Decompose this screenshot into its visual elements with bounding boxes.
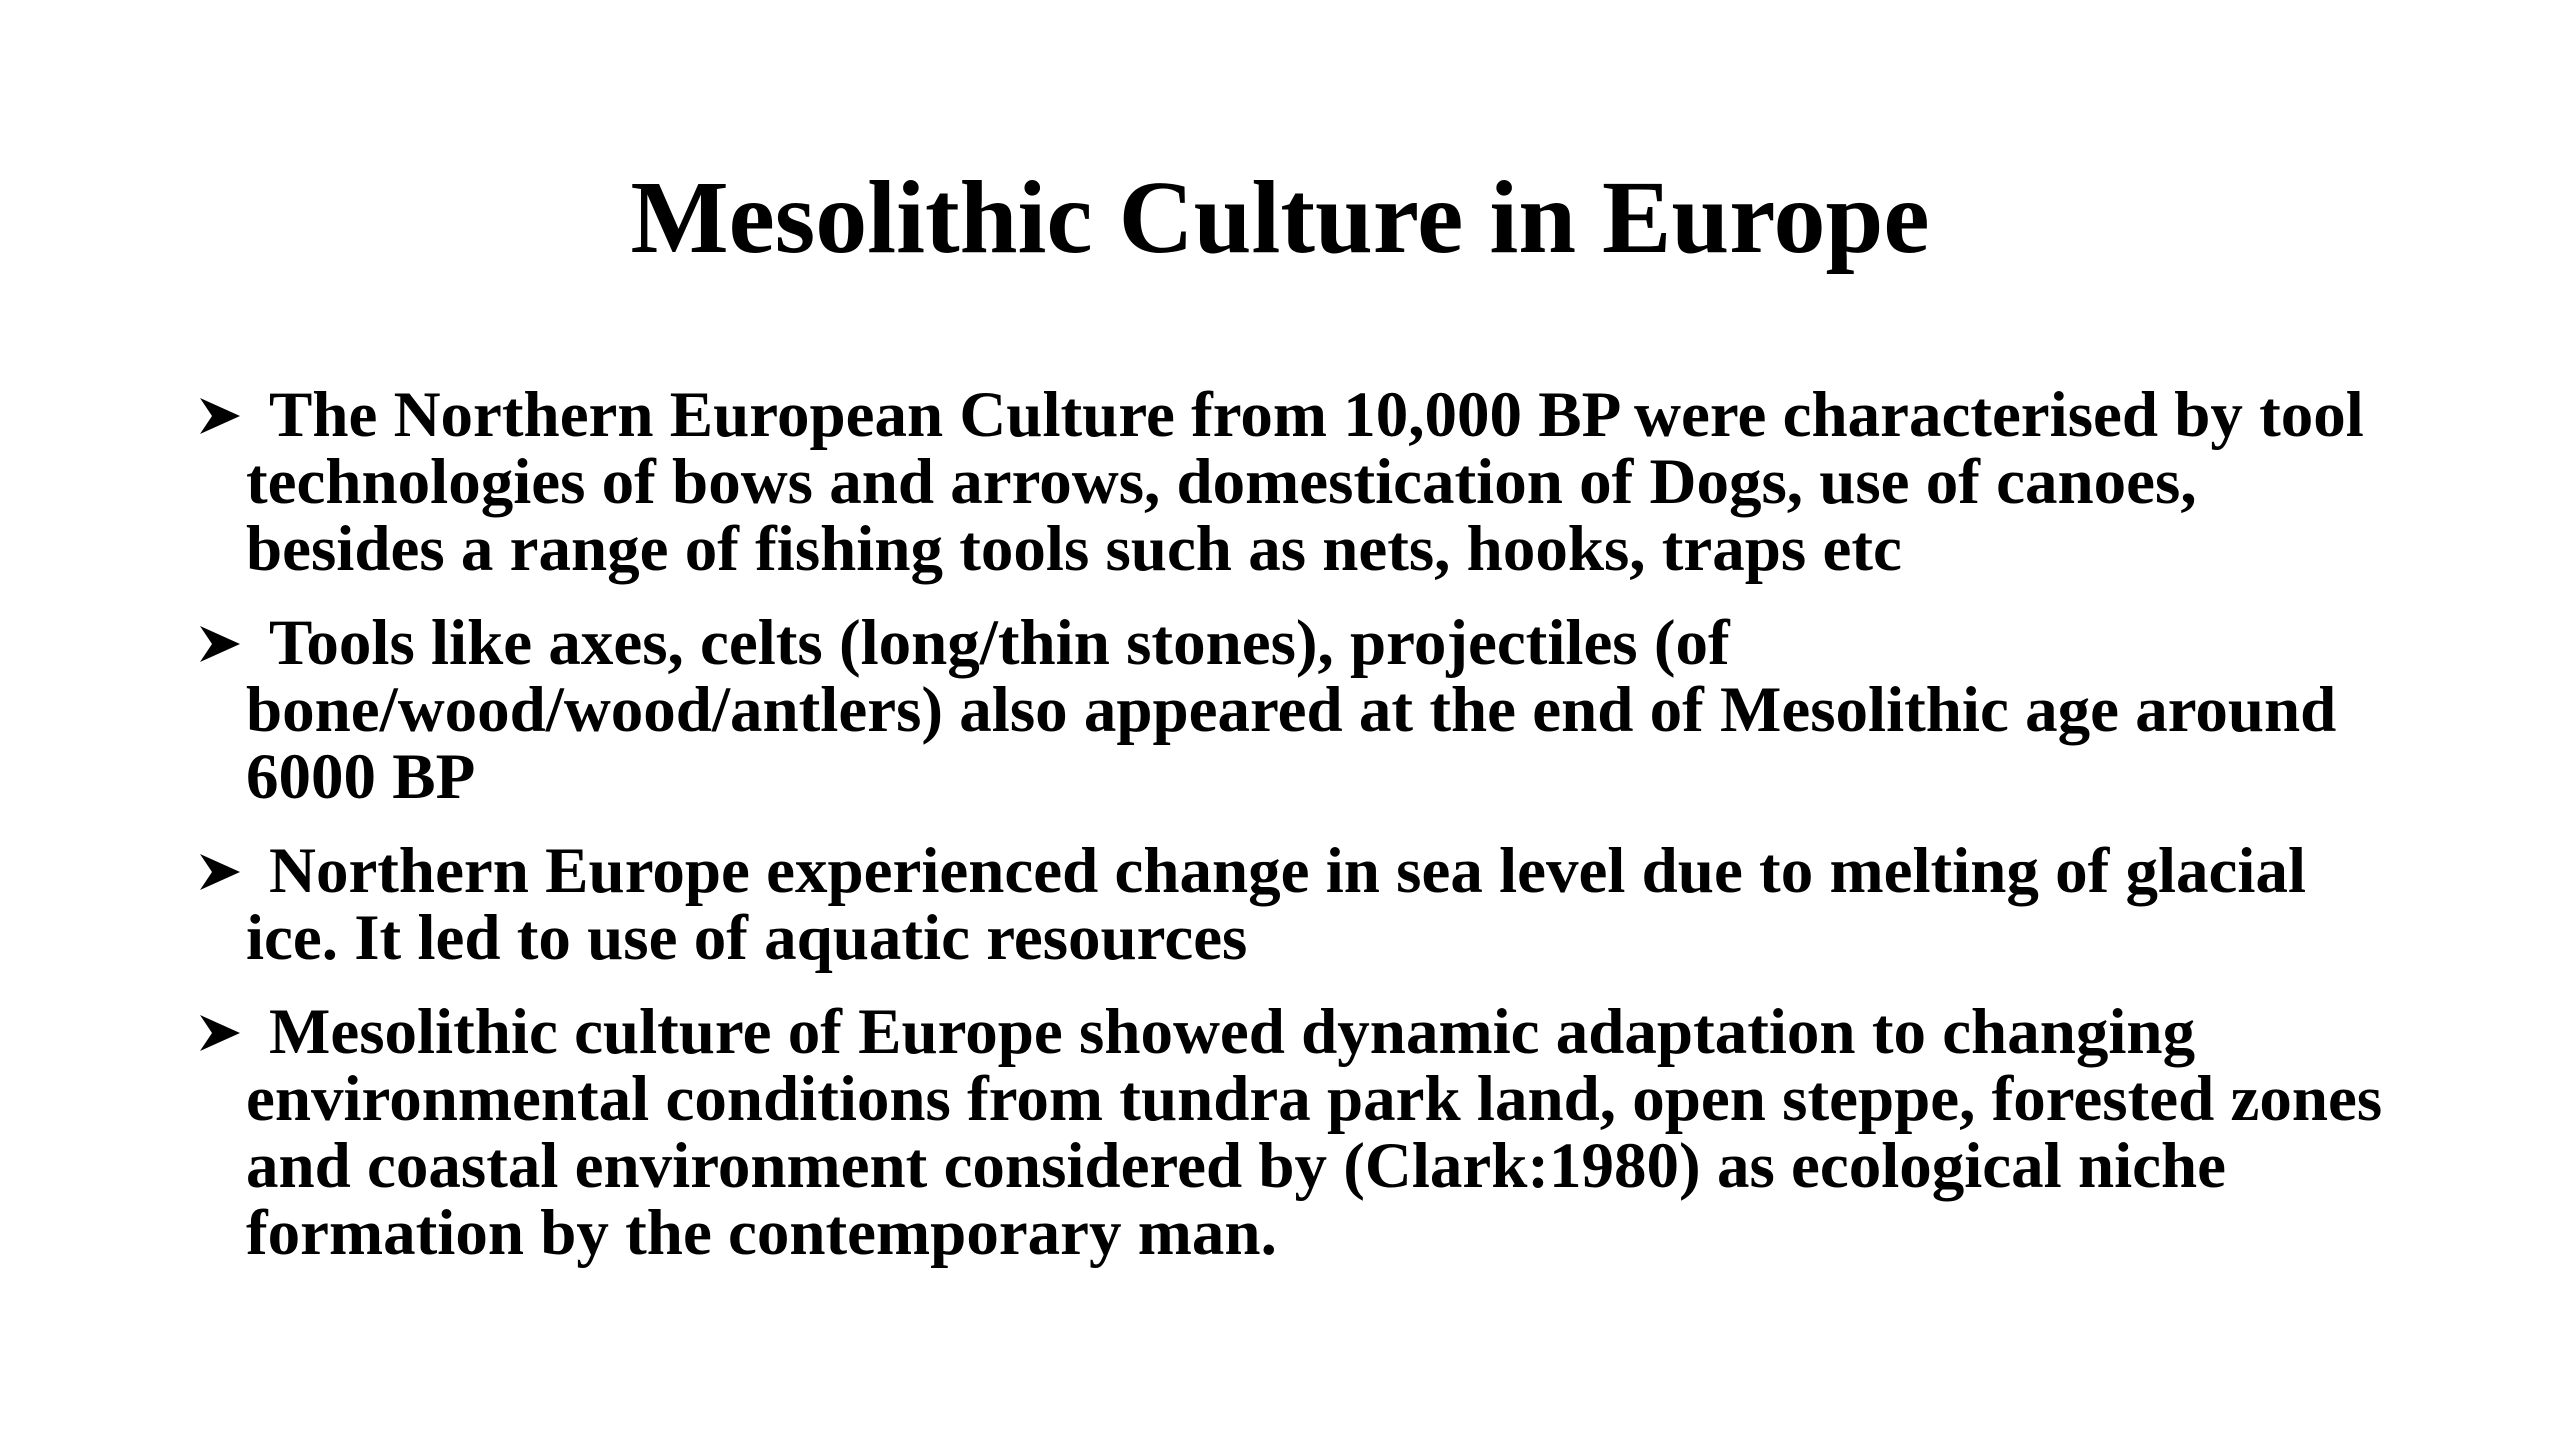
bullet-text: Northern Europe experienced change in sea level due to melting of glacial ice. It led to use of aquatic resources [246, 835, 2307, 974]
bullet-text: The Northern European Culture from 10,000 BP were characterised by tool technologies of bows and arrows, domestication of Dogs, use of canoes, besides a range of fishing tools such as nets, hooks, traps etc [246, 379, 2364, 585]
bullet-text: Tools like axes, celts (long/thin stones), projectiles (of bone/wood/wood/antlers) also appeared at the end of Mesolithic age around 6000 BP [246, 607, 2337, 813]
arrow-bullet-icon [198, 624, 242, 664]
bullet-list [198, 379, 2398, 1294]
bullet-item [198, 835, 2398, 974]
bullet-text: Mesolithic culture of Europe showed dynamic adaptation to changing environmental conditions from tundra park land, open steppe, forested zones and coastal environment considered by (Clark:1980) as ecological niche formation by the contemporary man. [246, 996, 2383, 1269]
bullet-item [198, 607, 2398, 813]
arrow-bullet-icon [198, 852, 242, 892]
arrow-bullet-icon [198, 1013, 242, 1053]
arrow-bullet-icon [198, 396, 242, 436]
slide-title: Mesolithic Culture in Europe [630, 160, 1930, 275]
bullet-item [198, 996, 2398, 1269]
bullet-item [198, 379, 2398, 585]
